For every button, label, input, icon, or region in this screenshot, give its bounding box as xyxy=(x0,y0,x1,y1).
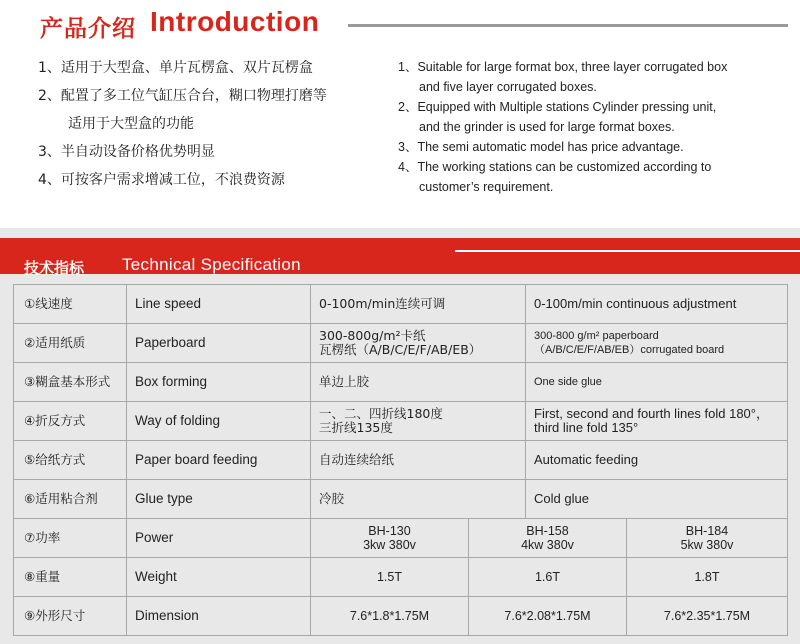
spec-en-label: Paperboard xyxy=(127,324,311,363)
spec-model-value: 1.8T xyxy=(627,558,788,597)
spec-header-rule xyxy=(455,250,800,252)
spec-row-folding xyxy=(14,402,788,441)
spec-header-bar xyxy=(0,238,800,277)
intro-cn-point: 1、适用于大型盒、单片瓦楞盒、双片瓦楞盒 xyxy=(38,60,313,76)
spec-en-value: One side glue xyxy=(526,363,788,402)
spec-model-value: 7.6*2.35*1.75M xyxy=(627,597,788,636)
intro-en-list xyxy=(398,57,796,197)
spec-model-value: BH-158 4kw 380v xyxy=(469,519,627,558)
spec-row-weight xyxy=(14,558,788,597)
spec-row-power xyxy=(14,519,788,558)
intro-header xyxy=(0,0,800,50)
spec-row-glue xyxy=(14,480,788,519)
spec-model-value: BH-184 5kw 380v xyxy=(627,519,788,558)
intro-en-point: 3、The semi automatic model has price advantage. xyxy=(398,140,684,154)
spec-model-value: 1.5T xyxy=(311,558,469,597)
intro-en-point: customer’s requirement. xyxy=(419,180,554,194)
intro-divider xyxy=(348,24,788,27)
spec-en-label: Box forming xyxy=(127,363,311,402)
intro-en-point: 4、The working stations can be customized according to xyxy=(398,160,712,174)
spec-title-cn: 技术指标 xyxy=(24,259,85,277)
intro-cn-point: 3、半自动设备价格优势明显 xyxy=(38,144,215,160)
spec-cn-value: 300-800g/m²卡纸 瓦楞纸（A/B/C/E/F/AB/EB） xyxy=(311,324,526,363)
spec-model-table xyxy=(13,518,788,636)
intro-en-point: 1、Suitable for large format box, three layer corrugated box xyxy=(398,60,728,74)
spec-en-label: Way of folding xyxy=(127,402,311,441)
spec-row-dimension xyxy=(14,597,788,636)
spec-en-label: Dimension xyxy=(127,597,311,636)
spec-en-label: Paper board feeding xyxy=(127,441,311,480)
spec-en-value: First, second and fourth lines fold 180°， third line fold 135° xyxy=(526,402,788,441)
spec-table xyxy=(13,284,788,519)
spec-row-feeding xyxy=(14,441,788,480)
spec-en-value: 300-800 g/m² paperboard （A/B/C/E/F/AB/EB）corrugated board xyxy=(526,324,788,363)
spec-title-en: Technical Specification xyxy=(122,255,301,274)
spec-row-paperboard xyxy=(14,324,788,363)
spec-row-box-forming xyxy=(14,363,788,402)
intro-cn-point: 适用于大型盒的功能 xyxy=(68,116,194,132)
spec-label: ①线速度 xyxy=(14,285,127,324)
intro-title-en: Introduction xyxy=(150,6,320,37)
intro-title-cn: 产品介绍 xyxy=(40,16,136,42)
intro-en-point: and the grinder is used for large format boxes. xyxy=(419,120,675,134)
spec-cn-value: 冷胶 xyxy=(311,480,526,519)
spec-en-label: Line speed xyxy=(127,285,311,324)
spec-en-value: 0-100m/min continuous adjustment xyxy=(526,285,788,324)
spec-en-label: Weight xyxy=(127,558,311,597)
spec-model-value: 1.6T xyxy=(469,558,627,597)
spec-cn-value: 自动连续给纸 xyxy=(311,441,526,480)
intro-cn-point: 4、可按客户需求增减工位，不浪费资源 xyxy=(38,172,285,188)
intro-cn-point: 2、配置了多工位气缸压合台，糊口物理打磨等 xyxy=(38,88,327,104)
spec-row-line-speed xyxy=(14,285,788,324)
spec-model-value: 7.6*2.08*1.75M xyxy=(469,597,627,636)
spec-label: ③糊盒基本形式 xyxy=(14,363,127,402)
spec-label: ⑦功率 xyxy=(14,519,127,558)
spec-cn-value: 0-100m/min连续可调 xyxy=(311,285,526,324)
intro-en-point: and five layer corrugated boxes. xyxy=(419,80,597,94)
spec-model-value: 7.6*1.8*1.75M xyxy=(311,597,469,636)
spec-cn-value: 一、二、四折线180度 三折线135度 xyxy=(311,402,526,441)
spec-label: ④折反方式 xyxy=(14,402,127,441)
spec-label: ⑤给纸方式 xyxy=(14,441,127,480)
spec-en-value: Automatic feeding xyxy=(526,441,788,480)
spec-label: ⑧重量 xyxy=(14,558,127,597)
spec-label: ⑥适用粘合剂 xyxy=(14,480,127,519)
spec-en-label: Power xyxy=(127,519,311,558)
spec-label: ⑨外形尺寸 xyxy=(14,597,127,636)
intro-cn-list xyxy=(38,54,398,194)
spec-model-value: BH-130 3kw 380v xyxy=(311,519,469,558)
intro-en-point: 2、Equipped with Multiple stations Cylinder pressing unit, xyxy=(398,100,717,114)
spec-cn-value: 单边上胶 xyxy=(311,363,526,402)
spec-label: ②适用纸质 xyxy=(14,324,127,363)
spec-en-label: Glue type xyxy=(127,480,311,519)
spec-en-value: Cold glue xyxy=(526,480,788,519)
